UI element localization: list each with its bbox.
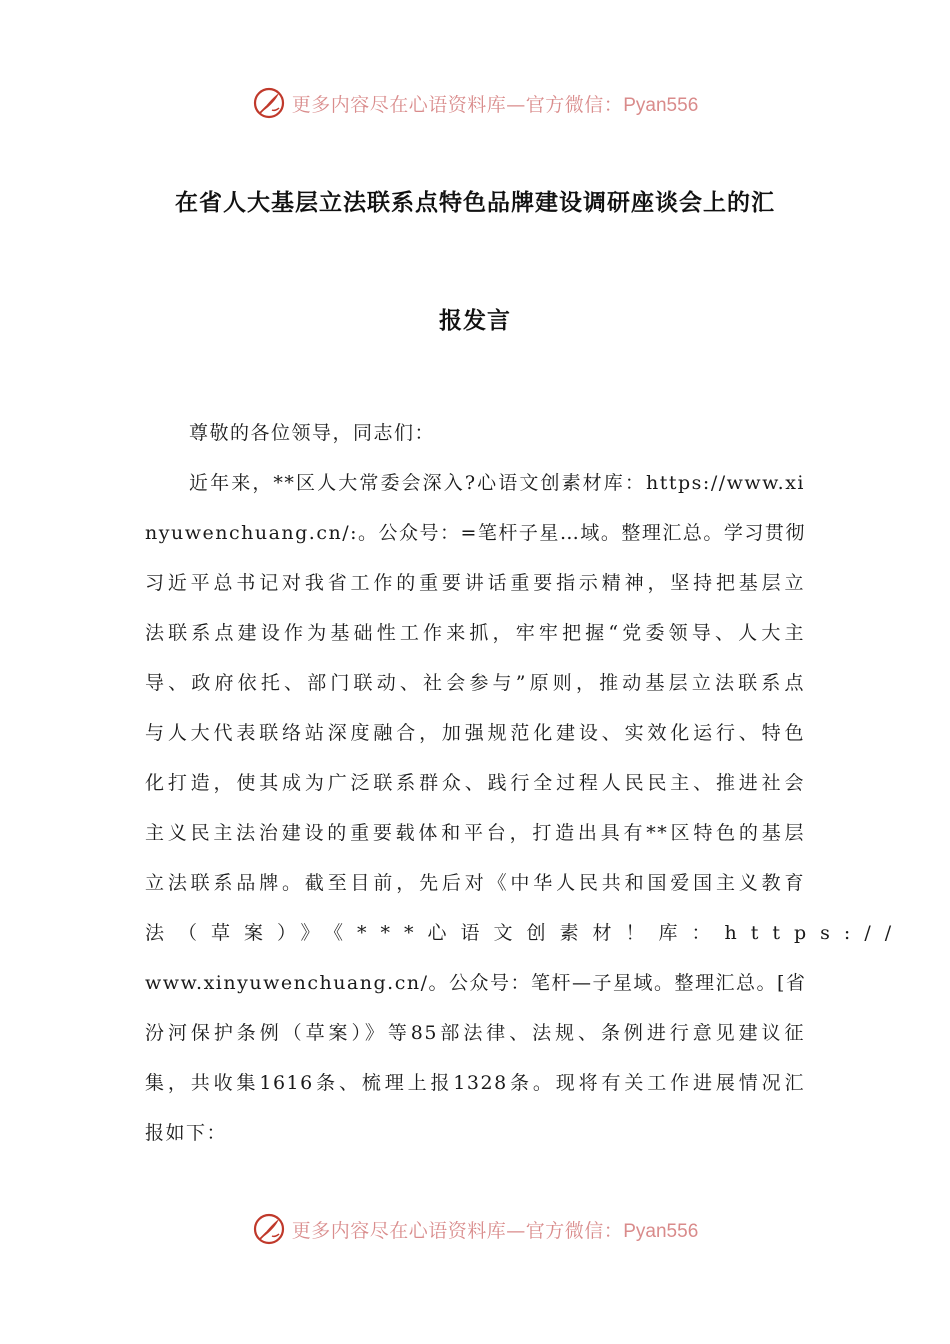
body-line: 立法联系品牌。截至目前，先后对《中华人民共和国爱国主义教育 bbox=[145, 872, 805, 894]
body-line: 习近平总书记对我省工作的重要讲话重要指示精神，坚持把基层立 bbox=[145, 572, 805, 594]
body-line: 主义民主法治建设的重要载体和平台，打造出具有**区特色的基层 bbox=[145, 822, 805, 844]
body-line: 报如下： bbox=[145, 1122, 228, 1144]
document-body bbox=[145, 0, 906, 1344]
body-line: 集，共收集1616条、梳理上报1328条。现将有关工作进展情况汇 bbox=[145, 1072, 805, 1094]
document-title-line-2: 报发言 bbox=[439, 307, 511, 334]
watermark-text: 更多内容尽在心语资料库—官方微信：Pyan556 bbox=[291, 1219, 699, 1242]
document-title-line-1: 在省人大基层立法联系点特色品牌建设调研座谈会上的汇 bbox=[175, 189, 775, 216]
body-line: 法（草案）》《***心语文创素材！库：https:// bbox=[145, 922, 906, 944]
body-line: 与人大代表联络站深度融合，加强规范化建设、实效化运行、特色 bbox=[145, 722, 805, 744]
body-line: 汾河保护条例（草案）》等85部法律、法规、条例进行意见建议征 bbox=[145, 1022, 805, 1044]
watermark-footer bbox=[0, 1212, 950, 1246]
body-line: 化打造，使其成为广泛联系群众、践行全过程人民民主、推进社会 bbox=[145, 772, 805, 794]
salutation: 尊敬的各位领导，同志们： bbox=[189, 422, 436, 444]
body-line: 法联系点建设作为基础性工作来抓，牢牢把握“党委领导、人大主 bbox=[145, 622, 805, 644]
body-line: nyuwenchuang.cn/:。公众号：=笔杆子星…域。整理汇总。学习贯彻 bbox=[145, 522, 806, 544]
feather-pen-logo-icon bbox=[252, 1212, 286, 1246]
body-line: 近年来，**区人大常委会深入?心语文创素材库：https://www.xi bbox=[189, 472, 805, 494]
body-line: 导、政府依托、部门联动、社会参与”原则，推动基层立法联系点 bbox=[145, 672, 805, 694]
body-line: www.xinyuwenchuang.cn/。公众号：笔杆—子星域。整理汇总。[省 bbox=[145, 972, 807, 994]
watermark-text: 更多内容尽在心语资料库—官方微信：Pyan556 bbox=[291, 93, 699, 116]
